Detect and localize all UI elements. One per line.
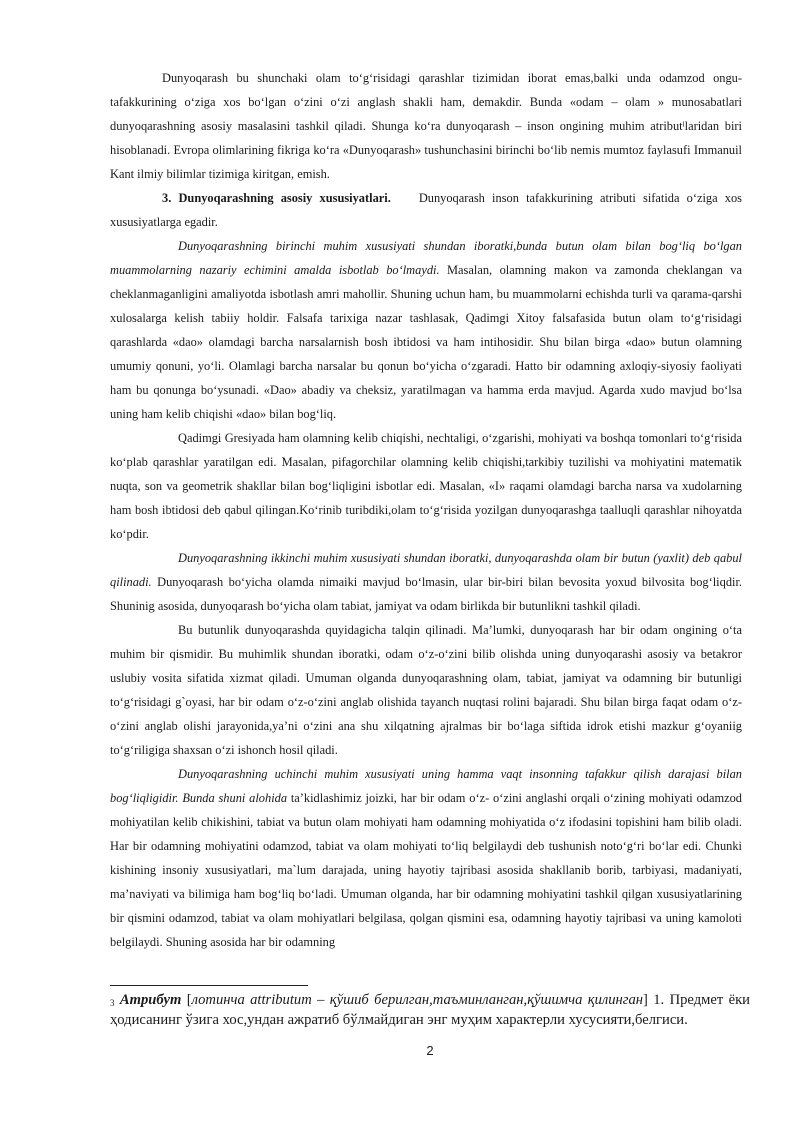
section-intro-text: Dunyoqarash inson tafakkurining atributi sifatida o‘ziga xos xususiyatlarga egadir.	[110, 191, 742, 229]
footnote-text: Предмет ёки ҳодисанинг ўзига хос,ундан ажратиб бўлмайдиган энг муҳим характерли хусусияти,белгиси.	[110, 992, 750, 1028]
third-feature-italic: Dunyoqarashning uchinchi muhim xususiyati uning hamma vaqt insonning tafakkur qilish darajasi bilan bog‘liqligidir. Bunda shuni alohida	[110, 767, 742, 805]
footnote	[110, 990, 750, 1030]
paragraph-intro: Dunyoqarash bu shunchaki olam to‘g‘risidagi qarashlar tizimidan iborat emas,balki unda odamzod ongu-tafakkurining o‘ziga xos bo‘lgan o‘zini o‘zi anglash shakli ham, demakdir. Bunda «odam – olam » munosabatlari dunyoqarashning asosiy masalasini tashkil qiladi. Shunga ko‘ra dunyoqarash – inson ongining muhim atributˡlaridan biri hisoblanadi. Evropa olimlarining fikriga ko‘ra «Dunyoqarash» tushunchasini birinchi bo‘lib nemis mumtoz faylasufi Immanuil Kant ilmiy bilimlar tizimiga kiritgan, emish.	[110, 71, 742, 181]
footnote-separator	[110, 985, 308, 986]
footnote-marker: 3	[110, 998, 115, 1008]
third-feature-text: ta’kidlashimiz joizki, har bir odam o‘z- o‘zini anglashi orqali o‘zining mohiyati odamzod mohiyatilan kelib chikishini, tabiat va butun olam mohiyati ham odamning mohiyatida o‘z ifodasini topishini ham bilib oladi. Har bir odamning mohiyatini odamzod, tabiat va olam mohiyati to‘liq belgilaydi deb tushunish noto‘g‘ri bo‘lar edi. Chunki kishining insoniy xususiyatlari, ma`lum darajada, uning hayotiy tajribasi asosida shakllanib borib, tarbiyasi, madaniyati, ma’naviyati va bilimiga ham bog‘liq bo‘ladi. Umuman olganda, har bir odamning mohiyatini tashkil qilgan xususiyatlarining bir qismini odamzod, tabiat va olam mohiyatlari belgilasa, qolgan qismini esa, odamning hayotiy tajribasi va uning kamoloti belgilaydi. Shuning asosida har bir odamning	[110, 791, 742, 949]
footnote-bracket-close: ] 1.	[643, 992, 665, 1008]
paragraph-unity: Bu butunlik dunyoqarashda quyidagicha talqin qilinadi. Ma’lumki, dunyoqarash har bir odam ongining o‘ta muhim bir qismidir. Bu muhimlik shundan iboratki, odam o‘z-o‘zini bilib olishda uning dunyoqarashi asosiy va betakror uslubiy vosita sifatida xizmat qiladi. Umuman olganda dunyoqarashning olam, tabiat, jamiyat va odamning bir butunligi to‘g‘risidagi g`oyasi, har bir odam o‘z-o‘zini anglab olishida tayanch nuqtasi rolini bajaradi. Shu bilan birga faqat odam o‘z-o‘zini anglab olishi jarayonida,ya’ni o‘zini ana shu xilqatning ajralmas bir bo‘laga siftida idrok etishi mazkur g‘oyaniig to‘g‘riligiga shaxsan o‘zi ishonch hosil qiladi.	[110, 623, 742, 757]
first-feature-italic: Dunyoqarashning birinchi muhim xususiyati shundan iboratki,bunda butun olam bilan bog‘liq bo‘lgan muammolarning nazariy echimini amalda isbotlab bo‘lmaydi.	[110, 239, 742, 277]
paragraph-second-feature	[110, 546, 742, 618]
second-feature-text: Dunyoqarash bo‘yicha olamda nimaiki mavjud bo‘lmasin, ular bir-biri bilan bevosita yoxud bilvosita bog‘liqdir. Shuninig asosida, dunyoqarash bo‘yicha olam tabiat, jamiyat va odam birlikda bir butunlikni tashkil qiladi.	[110, 575, 742, 613]
footnote-term: Атрибут	[119, 992, 182, 1008]
section-heading: 3. Dunyoqarashning asosiy xususiyatlari.	[162, 191, 391, 205]
document-body	[110, 66, 742, 954]
second-feature-italic: Dunyoqarashning ikkinchi muhim xususiyati shundan iboratki, dunyoqarashda olam bir butun (yaxlit) deb qabul qilinadi.	[110, 551, 742, 589]
paragraph-third-feature	[110, 762, 742, 954]
first-feature-text: Masalan, olamning makon va zamonda cheklangan va cheklanmaganligini amaliyotda isbotlash amri mahollir. Shuning uchun ham, bu muammolarni echishda turli va qarama-qarshi xulosalarga kelish tabiiy holdir. Falsafa tarixiga nazar tashlasak, Qadimgi Xitoy falsafasida butun olam to‘g‘risidagi qarashlarda «dao» olamdagi barcha narsalarnish bosh ibtidosi va ham intihosidir. Shu bilan birga «dao» butun olamning umumiy qonuni, yo‘li. Olamlagi barcha narsalar bu qonun bo‘yicha o‘zgaradi. Hatto bir odamning axloqiy-siyosiy faoliyati ham bu qonunga bo‘ysunadi. «Dao» abadiy va cheksiz, yaratilmagan va hamma erda mavjud. Agarda xudo mavjud bo‘lsa uning ham kelib chiqishi «dao» bilan bog‘liq.	[110, 263, 742, 421]
footnote-gloss: лотинча attributum – қўшиб берилган,таъминланган,қўшимча қилинган	[191, 992, 644, 1008]
page-number: 2	[426, 1043, 434, 1058]
paragraph-first-feature	[110, 234, 742, 426]
footnote-bracket-open: [	[181, 992, 192, 1008]
paragraph-ancient-greece: Qadimgi Gresiyada ham olamning kelib chiqishi, nechtaligi, o‘zgarishi, mohiyati va boshqa tomonlari to‘g‘risida ko‘plab qarashlar yaratilgan edi. Masalan, pifagorchilar olamning kelib chiqishi,tarkibiy tuzilishi va mohiyatini matematik nuqta, son va geometrik shakllar bilan bog‘liqligini isbotlar edi. Masalan, «I» raqami olamdagi barcha narsa va xudolarning ham bosh ibtidosi deb qabul qilingan.Ko‘rinib turibdiki,olam to‘g‘risida yozilgan dunyoqarashga taalluqli qarashlar nihoyatda ko‘pdir.	[110, 431, 742, 541]
paragraph-section-heading	[110, 186, 742, 234]
